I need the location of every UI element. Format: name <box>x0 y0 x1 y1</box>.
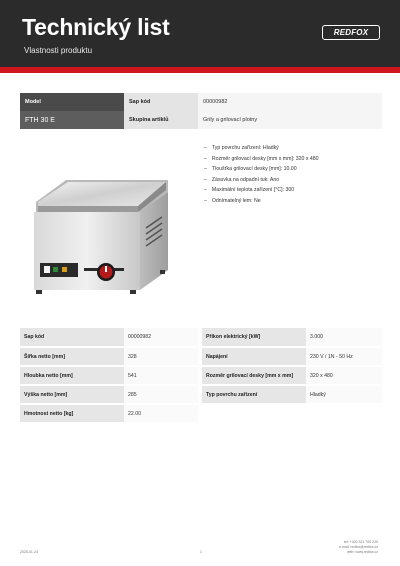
page-number: 1 <box>200 550 202 554</box>
sap-value: 00000982 <box>198 93 382 111</box>
table-row <box>20 404 382 423</box>
spec-key: Hmotnost netto [kg] <box>20 404 124 423</box>
table-row <box>20 385 382 404</box>
model-label: Model <box>20 93 124 111</box>
contact-tel: tel: +420 321 700 220 <box>344 540 378 544</box>
feature-item: – Tloušťka grilovací desky [mm]: 10.00 <box>204 164 319 175</box>
table-row <box>20 328 382 347</box>
page-subtitle: Vlastnosti produktu <box>24 46 93 55</box>
sap-label: Sap kód <box>124 93 198 111</box>
group-value: Grily a grilovací plotny <box>198 111 382 129</box>
spec-value: 328 <box>124 347 198 366</box>
spec-value: 230 V / 1N - 50 Hz <box>306 347 382 366</box>
contact-web: web: www.redfox.cz <box>347 550 378 554</box>
brand-logo-text: REDFOX <box>333 28 369 37</box>
spec-value: 22.00 <box>124 404 198 423</box>
contact-email: e-mail: redfox@redfox.cz <box>339 545 378 549</box>
spec-key: Šířka netto [mm] <box>20 347 124 366</box>
spec-value: 541 <box>124 366 198 385</box>
feature-item: – Typ povrchu zařízení: Hladký <box>204 143 319 154</box>
table-row <box>20 347 382 366</box>
model-value: FTH 30 E <box>20 111 124 129</box>
table-row <box>20 366 382 385</box>
feature-item: – Maximální teplota zařízení [°C]: 300 <box>204 185 319 196</box>
header-bar <box>0 0 400 67</box>
spec-value: 00000982 <box>124 328 198 347</box>
spec-value: 3.000 <box>306 328 382 347</box>
feature-item: – Zásuvka na odpadní tuk: Ano <box>204 175 319 186</box>
summary-table <box>20 93 382 129</box>
group-label: Skupina artiklů <box>124 111 198 129</box>
feature-item: – Odnímatelný lem: Ne <box>204 196 319 207</box>
feature-list <box>204 143 319 206</box>
contact-info <box>339 540 378 555</box>
page-title: Technický list <box>22 14 170 40</box>
spec-key: Výška netto [mm] <box>20 385 124 404</box>
brand-logo <box>322 25 380 40</box>
spec-value: 320 x 480 <box>306 366 382 385</box>
spec-key: Hloubka netto [mm] <box>20 366 124 385</box>
spec-value: Hladký <box>306 385 382 404</box>
spec-key: Sap kód <box>20 328 124 347</box>
feature-item: – Rozměr grilovací desky [mm x mm]: 320 x 480 <box>204 154 319 165</box>
accent-stripe <box>0 67 400 73</box>
spec-key: Příkon elektrický [kW] <box>202 328 306 347</box>
product-image <box>26 150 176 300</box>
spec-value: 285 <box>124 385 198 404</box>
spec-table <box>20 328 382 424</box>
spec-key: Rozměr grilovací desky [mm x mm] <box>202 366 306 385</box>
spec-key: Napájení <box>202 347 306 366</box>
spec-key: Typ povrchu zařízení <box>202 385 306 404</box>
document-date: 2025-01-24 <box>20 550 38 554</box>
